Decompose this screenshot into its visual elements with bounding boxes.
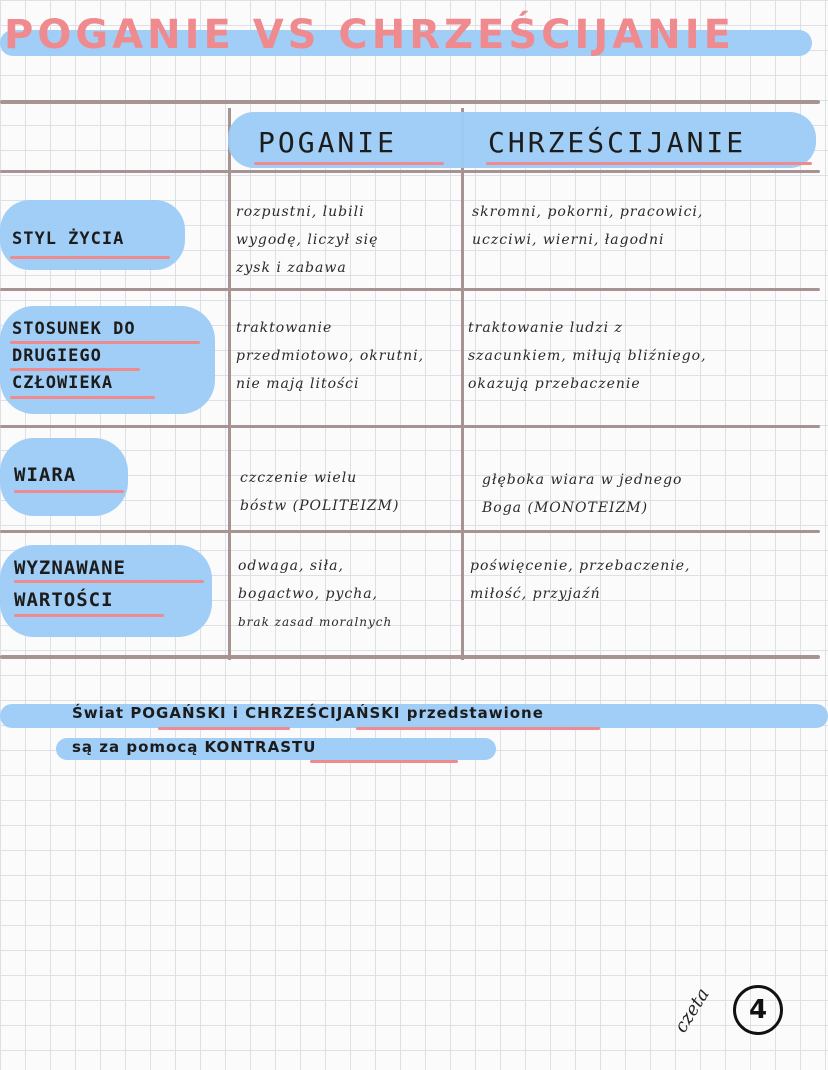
row-label-underline xyxy=(14,614,164,617)
table-rule-row1 xyxy=(0,288,820,291)
cell-line: nie mają litości xyxy=(236,376,360,392)
row-label-underline xyxy=(10,368,140,371)
cell-line: poświęcenie, przebaczenie, xyxy=(470,558,691,574)
page-number: 4 xyxy=(733,985,783,1035)
cell-line: zysk i zabawa xyxy=(236,260,347,276)
row-label-line: STOSUNEK DO xyxy=(12,319,136,339)
cell-christians-values xyxy=(470,552,815,608)
row-label-underline xyxy=(10,256,170,259)
column-header-christians: CHRZEŚCIJANIE xyxy=(488,126,747,159)
cell-line: brak zasad moralnych xyxy=(238,615,393,629)
signature: czeta xyxy=(670,984,714,1037)
row-label-values xyxy=(14,552,126,616)
row-label-lifestyle: STYL ŻYCIA xyxy=(12,229,125,249)
cell-line: uczciwi, wierni, łagodni xyxy=(472,232,665,248)
table-rule-row2 xyxy=(0,425,820,428)
cell-pagans-lifestyle xyxy=(236,198,456,282)
column-header-christians-underline xyxy=(486,162,812,165)
column-header-pagans-underline xyxy=(254,162,444,165)
cell-line: traktowanie xyxy=(236,320,333,336)
cell-line: rozpustni, lubili xyxy=(236,204,365,220)
cell-line: skromni, pokorni, pracowici, xyxy=(472,204,704,220)
table-divider-2 xyxy=(461,108,464,660)
cell-christians-lifestyle xyxy=(472,198,817,254)
row-label-underline xyxy=(14,580,204,583)
cell-line: Boga (MONOTEIZM) xyxy=(482,500,649,516)
cell-line: odwaga, siła, xyxy=(238,558,344,574)
row-label-underline xyxy=(14,490,124,493)
row-label-line: DRUGIEGO xyxy=(12,346,102,366)
cell-line: przedmiotowo, okrutni, xyxy=(236,348,425,364)
cell-christians-relation xyxy=(468,314,818,398)
column-header-pagans: POGANIE xyxy=(258,126,398,159)
cell-line: czczenie wielu xyxy=(240,470,358,486)
cell-pagans-relation xyxy=(236,314,456,398)
table-divider-1 xyxy=(228,108,231,660)
table-rule-row3 xyxy=(0,530,820,533)
row-label-underline xyxy=(10,396,155,399)
cell-line: traktowanie ludzi z xyxy=(468,320,623,336)
row-label-line: CZŁOWIEKA xyxy=(12,373,114,393)
cell-line: bogactwo, pycha, xyxy=(238,586,379,602)
table-rule-header xyxy=(0,170,820,173)
cell-line: szacunkiem, miłują bliźniego, xyxy=(468,348,707,364)
row-label-faith: WIARA xyxy=(14,464,77,486)
row-label-underline xyxy=(10,341,200,344)
cell-line: miłość, przyjaźń xyxy=(470,586,601,602)
summary-line-1: Świat POGAŃSKI i CHRZEŚCIJAŃSKI przedstawione xyxy=(72,704,544,722)
page-title: POGANIE VS CHRZEŚCIJANIE xyxy=(4,12,735,58)
cell-line: okazują przebaczenie xyxy=(468,376,641,392)
table-rule-bottom xyxy=(0,655,820,659)
cell-christians-faith xyxy=(482,466,817,522)
cell-pagans-faith xyxy=(240,464,455,520)
cell-line: bóstw (POLITEIZM) xyxy=(240,498,400,514)
row-label-line: WYZNAWANE xyxy=(14,557,126,579)
summary-underline xyxy=(356,727,600,730)
cell-pagans-values xyxy=(238,552,458,636)
summary-line-2: są za pomocą KONTRASTU xyxy=(72,738,317,756)
row-label-line: WARTOŚCI xyxy=(14,589,114,611)
table-rule-top xyxy=(0,100,820,104)
summary-underline xyxy=(310,760,458,763)
cell-line: wygodę, liczył się xyxy=(236,232,379,248)
summary-underline xyxy=(158,727,290,730)
cell-line: głęboka wiara w jednego xyxy=(482,472,683,488)
row-label-relation xyxy=(12,316,136,397)
